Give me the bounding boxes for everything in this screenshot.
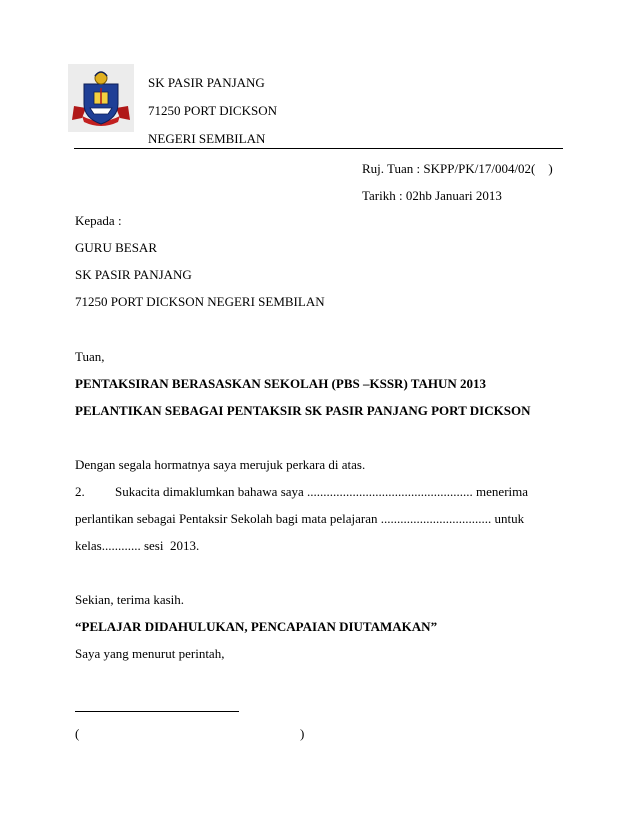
closing-yours: Saya yang menurut perintah, (75, 646, 225, 661)
signatory-name-open-paren: ( (75, 726, 80, 741)
recipient-school: SK PASIR PANJANG (75, 267, 192, 282)
school-crest-logo (68, 64, 134, 132)
letter-date: Tarikh : 02hb Januari 2013 (362, 188, 502, 203)
subject-line-2: PELANTIKAN SEBAGAI PENTAKSIR SK PASIR PANJANG PORT DICKSON (75, 403, 531, 418)
recipient-label: Kepada : (75, 213, 122, 228)
closing-motto: “PELAJAR DIDAHULUKAN, PENCAPAIAN DIUTAMAKAN” (75, 619, 438, 634)
recipient-title: GURU BESAR (75, 240, 157, 255)
body-paragraph-2-line-1: Sukacita dimaklumkan bahawa saya ................................................... menerima (115, 484, 529, 499)
body-paragraph-1: Dengan segala hormatnya saya merujuk perkara di atas. (75, 457, 366, 472)
closing-thanks: Sekian, terima kasih. (75, 592, 185, 607)
signatory-name-close-paren: ) (300, 726, 305, 741)
subject-line-1: PENTAKSIRAN BERASASKAN SEKOLAH (PBS –KSSR) TAHUN 2013 (75, 376, 487, 391)
reference-number: Ruj. Tuan : SKPP/PK/17/004/02( ) (362, 161, 553, 176)
signature-line (75, 711, 239, 712)
salutation: Tuan, (75, 349, 105, 364)
letterhead-postcode-city: 71250 PORT DICKSON (148, 103, 277, 118)
body-paragraph-2-line-3: kelas............ sesi 2013. (75, 538, 200, 553)
body-paragraph-2-number: 2. (75, 484, 85, 499)
letterhead-school-name: SK PASIR PANJANG (148, 75, 265, 90)
letterhead-state: NEGERI SEMBILAN (148, 131, 266, 146)
recipient-address: 71250 PORT DICKSON NEGERI SEMBILAN (75, 294, 325, 309)
letterhead-divider (74, 148, 563, 149)
body-paragraph-2-line-2: perlantikan sebagai Pentaksir Sekolah bagi mata pelajaran .................................. untuk (75, 511, 525, 526)
